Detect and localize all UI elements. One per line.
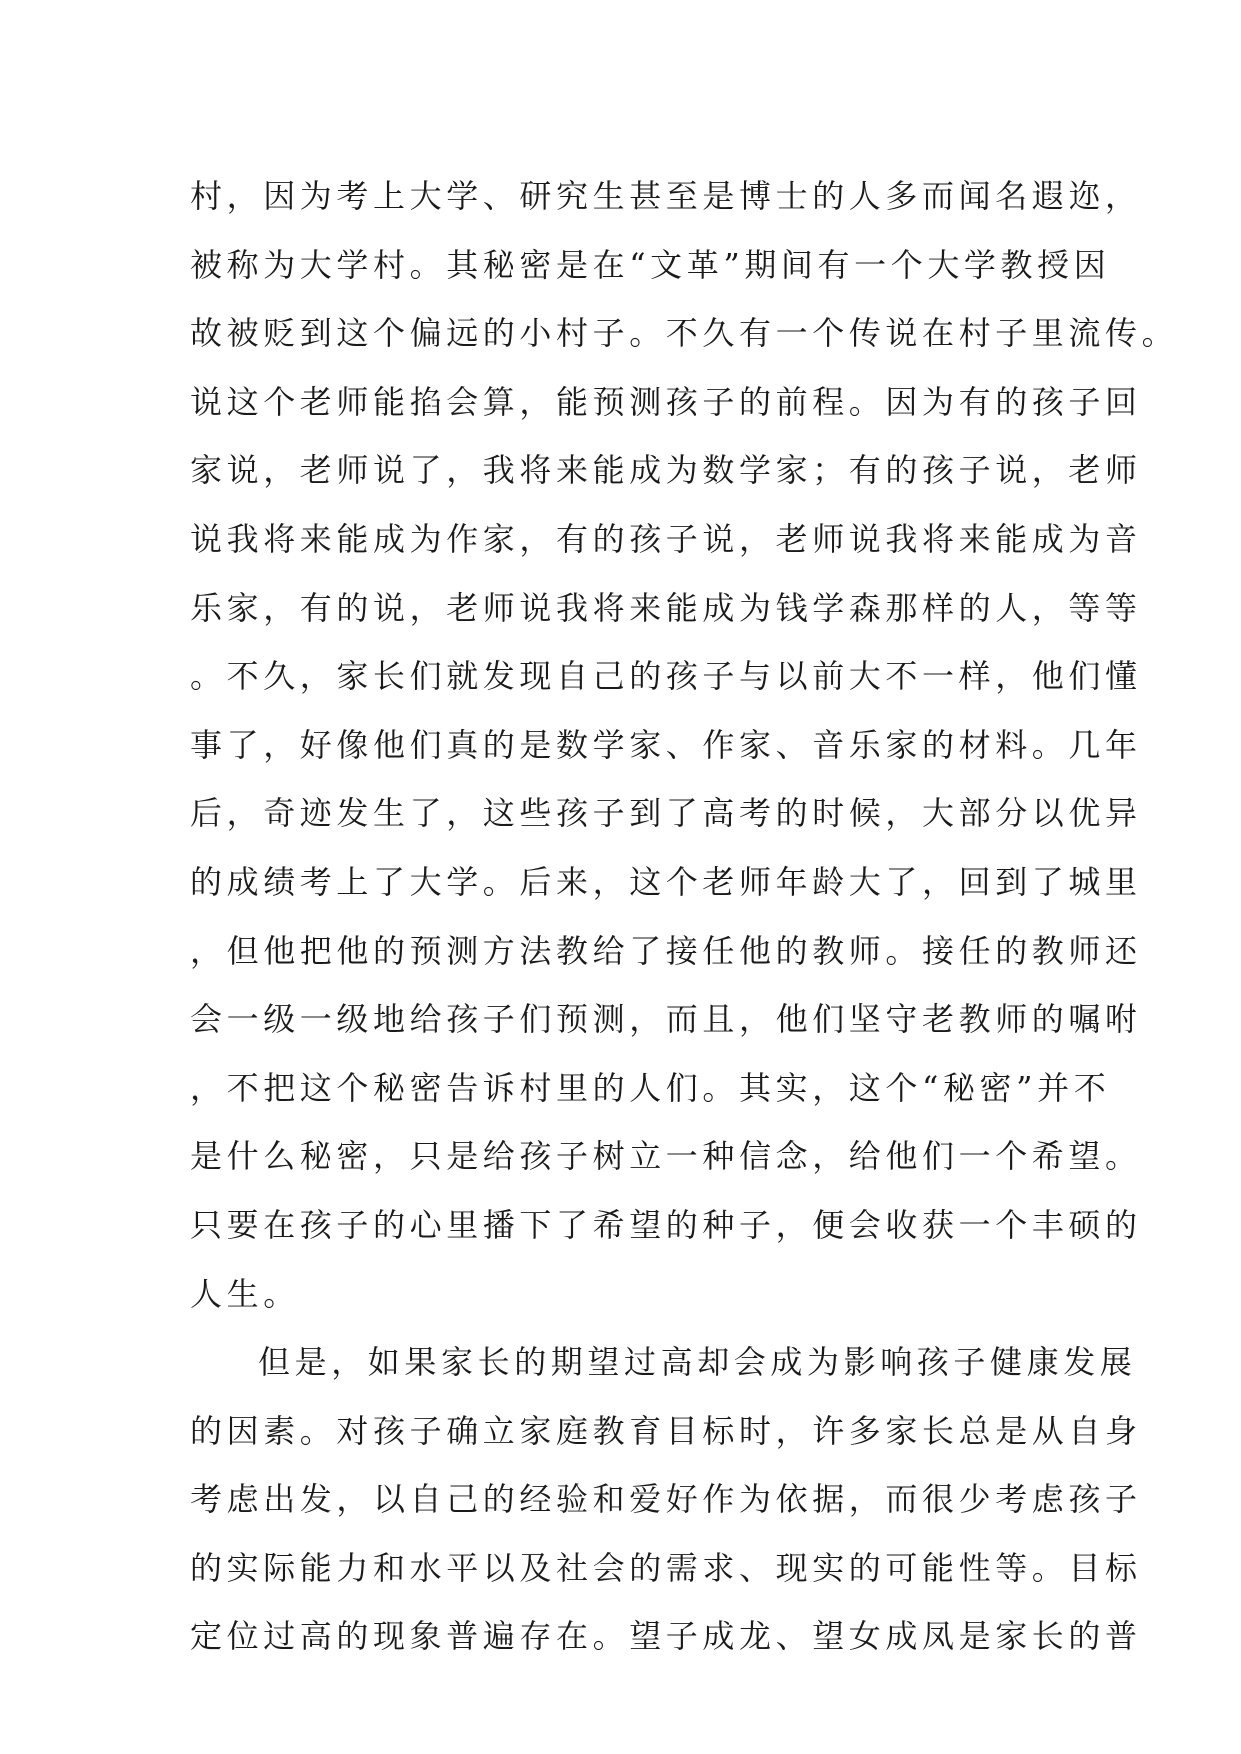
text-line: 故被贬到这个偏远的小村子。不久有一个传说在村子里流传。 xyxy=(190,314,1179,353)
body-text xyxy=(190,162,1179,1671)
text-line: 村，因为考上大学、研究生甚至是博士的人多而闻名遐迩， xyxy=(190,177,1142,215)
text-line: 会一级一级地给孩子们预测，而且，他们坚守老教师的嘱咐 xyxy=(190,1000,1142,1039)
text-line: 说我将来能成为作家，有的孩子说，老师说我将来能成为音 xyxy=(190,519,1142,558)
text-line: 只要在孩子的心里播下了希望的种子，便会收获一个丰硕的 xyxy=(190,1205,1142,1244)
text-line: 被称为大学村。其秘密是在“文革”期间有一个大学教授因 xyxy=(190,245,1111,284)
text-line: 的因素。对孩子确立家庭教育目标时，许多家长总是从自身 xyxy=(190,1411,1142,1450)
text-line: ，但他把他的预测方法教给了接任他的教师。接任的教师还 xyxy=(190,931,1142,970)
text-line: 人生。 xyxy=(190,1274,300,1313)
text-line: ，不把这个秘密告诉村里的人们。其实，这个“秘密”并不 xyxy=(190,1068,1111,1107)
text-line: 是什么秘密，只是给孩子树立一种信念，给他们一个希望。 xyxy=(190,1137,1142,1176)
text-line: 说这个老师能掐会算，能预测孩子的前程。因为有的孩子回 xyxy=(190,382,1142,421)
paragraph-1 xyxy=(190,162,1179,1328)
text-line: 事了，好像他们真的是数学家、作家、音乐家的材料。几年 xyxy=(190,725,1142,764)
text-line: 的实际能力和水平以及社会的需求、现实的可能性等。目标 xyxy=(190,1548,1142,1587)
text-line: 但是，如果家长的期望过高却会成为影响孩子健康发展 xyxy=(258,1343,1137,1382)
text-line: 定位过高的现象普遍存在。望子成龙、望女成凤是家长的普 xyxy=(190,1617,1142,1656)
text-line: 后，奇迹发生了，这些孩子到了高考的时候，大部分以优异 xyxy=(190,794,1142,833)
text-line: 的成绩考上了大学。后来，这个老师年龄大了，回到了城里 xyxy=(190,862,1142,901)
text-line: 考虑出发，以自己的经验和爱好作为依据，而很少考虑孩子 xyxy=(190,1480,1142,1519)
paragraph-2 xyxy=(190,1328,1142,1671)
text-line: 家说，老师说了，我将来能成为数学家；有的孩子说，老师 xyxy=(190,451,1142,490)
text-line: 。不久，家长们就发现自己的孩子与以前大不一样，他们懂 xyxy=(190,657,1142,696)
text-line: 乐家，有的说，老师说我将来能成为钱学森那样的人，等等 xyxy=(190,588,1142,627)
